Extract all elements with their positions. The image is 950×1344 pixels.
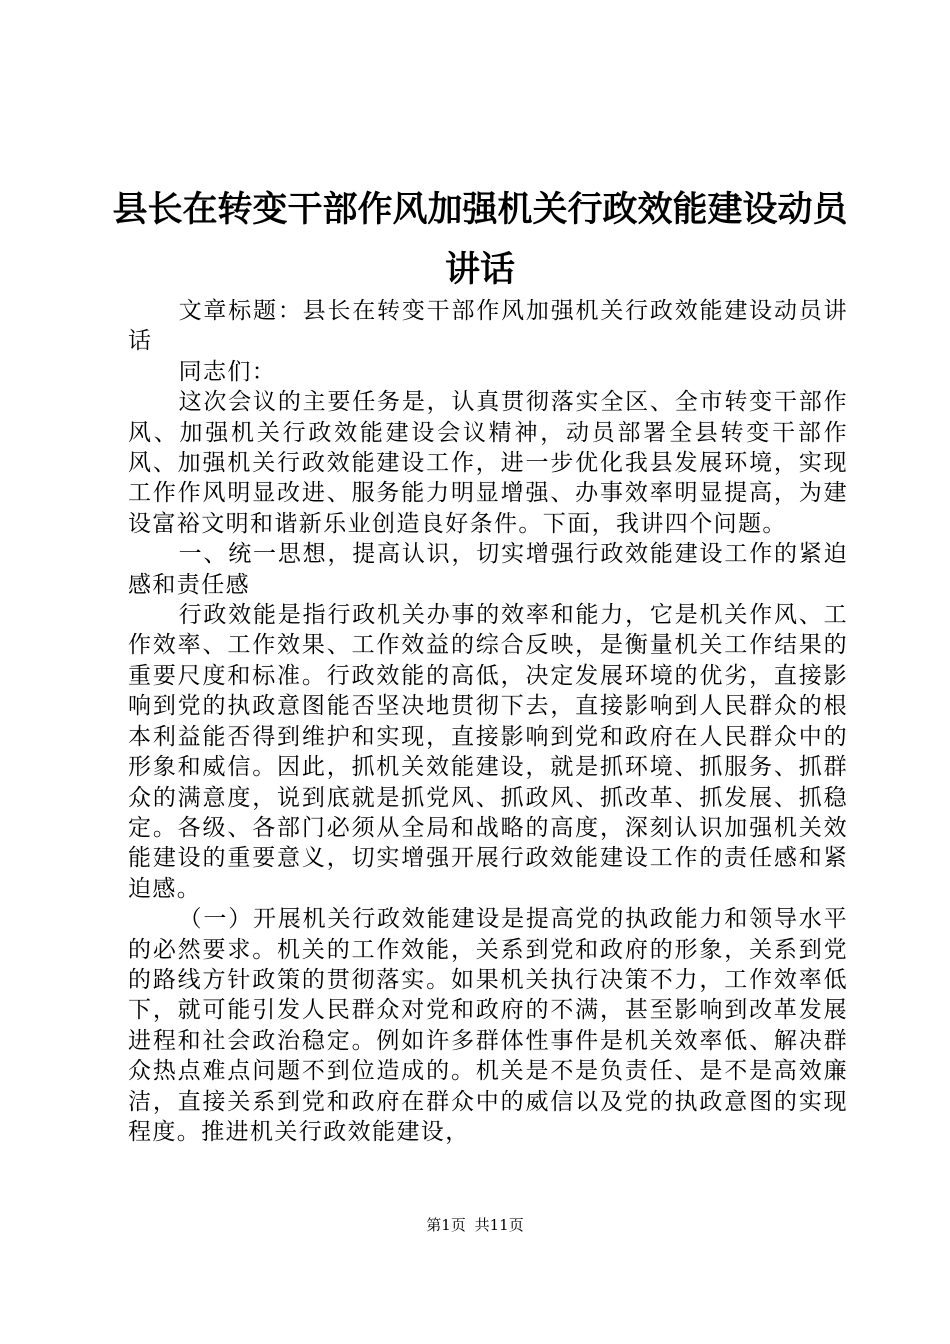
page-footer bbox=[0, 1215, 950, 1235]
body-paragraph: 行政效能是指行政机关办事的效率和能力，它是机关作风、工作效率、工作效果、工作效益的综合反映，是衡量机关工作结果的重要尺度和标准。行政效能的高低，决定发展环境的优劣，直接影响到党的执政意图能否坚决地贯彻下去，直接影响到人民群众的根本利益能否得到维护和实现，直接影响到党和政府在人民群众中的形象和威信。因此，抓机关效能建设，就是抓环境、抓服务、抓群众的满意度，说到底就是抓党风、抓政风、抓改革、抓发展、抓稳定。各级、各部门必须从全局和战略的高度，深刻认识加强机关效能建设的重要意义，切实增强开展行政效能建设工作的责任感和紧迫感。 bbox=[128, 602, 848, 902]
document-body bbox=[128, 296, 848, 1147]
salutation: 同志们： bbox=[178, 358, 277, 385]
page-total: 共11页 bbox=[474, 1216, 524, 1234]
body-paragraph: 这次会议的主要任务是，认真贯彻落实全区、全市转变干部作风、加强机关行政效能建设会议精神，动员部署全县转变干部作风、加强机关行政效能建设工作，进一步优化我县发展环境，实现工作作风明显改进、服务能力明显增强、办事效率明显提高，为建设富裕文明和谐新乐业创造良好条件。下面，我讲四个问题。 bbox=[128, 389, 848, 537]
page-number: 第1页 bbox=[426, 1216, 466, 1234]
body-paragraph: （一）开展机关行政效能建设是提高党的执政能力和领导水平的必然要求。机关的工作效能，关系到党和政府的形象，关系到党的路线方针政策的贯彻落实。如果机关执行决策不力，工作效率低下，就可能引发人民群众对党和政府的不满，甚至影响到改革发展进程和社会政治稳定。例如许多群体性事件是机关效率低、解决群众热点难点问题不到位造成的。机关是不是负责任、是不是高效廉洁，直接关系到党和政府在群众中的威信以及党的执政意图的实现程度。推进机关行政效能建设， bbox=[128, 906, 848, 1145]
document-title: 县长在转变干部作风加强机关行政效能建设动员讲话 bbox=[112, 190, 848, 290]
article-title-line: 文章标题：县长在转变干部作风加强机关行政效能建设动员讲话 bbox=[128, 298, 848, 355]
section-heading: 一、统一思想，提高认识，切实增强行政效能建设工作的紧迫感和责任感 bbox=[128, 541, 848, 598]
